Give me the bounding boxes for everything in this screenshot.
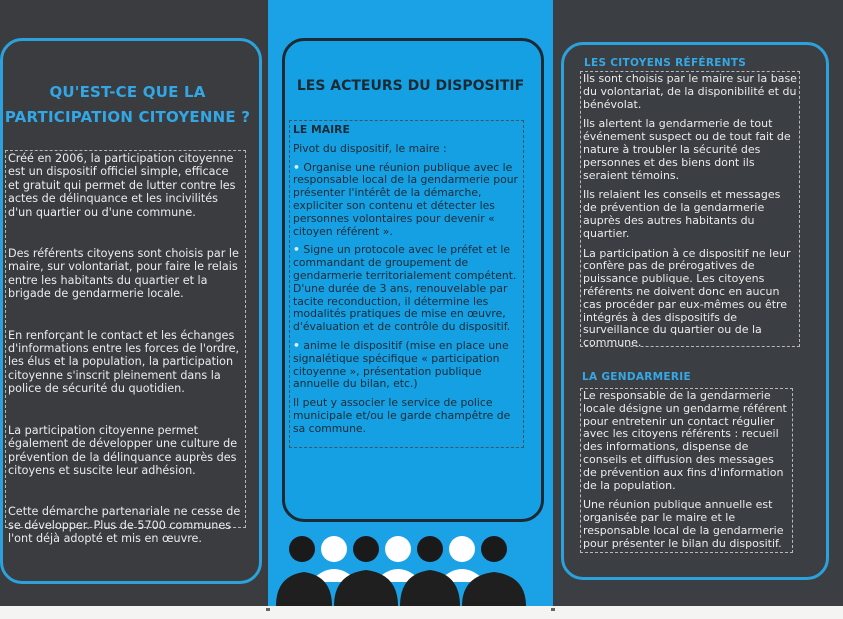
left-title-line2: PARTICIPATION CITOYENNE ? [4, 108, 251, 126]
citoyens-referents-textbox [580, 71, 800, 350]
maire-heading: LE MAIRE [293, 123, 350, 136]
left-textbox [5, 150, 246, 546]
fold-mark [266, 608, 270, 611]
maire-item [293, 340, 520, 391]
maire-item [293, 244, 520, 334]
maire-item [293, 162, 520, 239]
maire-closing: Il peut y associer le service de police municipale et/ou le garde champêtre de sa commune. [293, 396, 511, 435]
maire-item-text: Organise une réunion publique avec le responsable local de la gendarmerie pour présenter l'intérêt de la démarche, expliciter son contenu et détecter les personnes volontaires pour devenir « citoyen référent ». [293, 160, 518, 238]
right-paragraph: Ils relaient les conseils et messages de prévention de la gendarmerie auprès des autres habitants du quartier. [583, 188, 781, 240]
right-paragraph: Le responsable de la gendarmerie locale désigne un gendarme référent pour entretenir un contact régulier avec les citoyens référents : recueil des informations, dispense de conseils et diffusion des messages de prévention aux fins d'information de la population. [583, 389, 787, 492]
right-paragraph: La participation à ce dispositif ne leur confère pas de prérogatives de puissance publique. Les citoyens référents ne doivent donc en aucun cas procéder par eux-mêmes ou être intégrés à des dispositifs de surveillance du quartier ou de la commune. [583, 246, 791, 350]
maire-item-text: anime le dispositif (mise en place une signalétique spécifique « participation citoyenne », présentation publique annuelle du bilan, etc.) [293, 338, 509, 391]
gendarmerie-textbox [580, 388, 793, 553]
bullet-icon: • [293, 243, 300, 257]
maire-intro: Pivot du dispositif, le maire : [293, 141, 447, 155]
citoyens-referents-heading: LES CITOYENS RÉFÉRENTS [584, 57, 747, 69]
left-paragraph: Des référents citoyens sont choisis par le maire, sur volontariat, pour faire le relais entre les habitants du quartier et la brigade de gendarmerie locale. [8, 247, 239, 301]
gendarmerie-heading: LA GENDARMERIE [582, 371, 691, 383]
left-paragraph: En renforçant le contact et les échanges d'informations entre les forces de l'ordre, les élus et la population, la participation citoyenne s'inscrit pleinement dans la police de sécurité du quotidien. [8, 328, 240, 396]
right-paragraph: Ils alertent la gendarmerie de tout événement suspect ou de tout fait de nature à troubler la sécurité des personnes et des biens dont ils seraient témoins. [583, 117, 791, 182]
people-back-row-icon [289, 536, 507, 582]
right-paragraph: Ils sont choisis par le maire sur la base du volontariat, de la disponibilité et du bénévolat. [583, 72, 797, 111]
bullet-icon: • [293, 160, 300, 174]
left-title [0, 80, 255, 130]
left-paragraph: Créé en 2006, la participation citoyenne est un dispositif officiel simple, efficace et gratuit qui permet de lutter contre les actes de délinquance et les incivilités d'un quartier ou d'une commune. [8, 152, 236, 219]
fold-mark [551, 608, 555, 611]
left-title-line1: QU'EST-CE QUE LA [49, 83, 206, 101]
maire-item-text: Signe un protocole avec le préfet et le commandant de groupement de gendarmerie territorialement compétent. D'une durée de 3 ans, renouvelable par tacite reconduction, il détermine les modalités pratiques de mise en œuvre, d'évaluation et de contrôle du dispositif. [293, 243, 517, 334]
middle-title: LES ACTEURS DU DISPOSITIF [296, 78, 525, 94]
bullet-icon: • [293, 338, 300, 352]
middle-textbox [289, 120, 524, 448]
crowd-illustration [270, 532, 545, 606]
right-paragraph: Une réunion publique annuelle est organisée par le maire et le responsable local de la gendarmerie pour présenter le bilan du dispositif. [583, 498, 784, 550]
left-paragraph: La participation citoyenne permet également de développer une culture de prévention de la délinquance auprès des citoyens et suscite leur adhésion. [8, 423, 238, 477]
left-paragraph: Cette démarche partenariale ne cesse de se développer. Plus de 5700 communes l'ont déjà adopté et mis en œuvre. [8, 505, 241, 546]
